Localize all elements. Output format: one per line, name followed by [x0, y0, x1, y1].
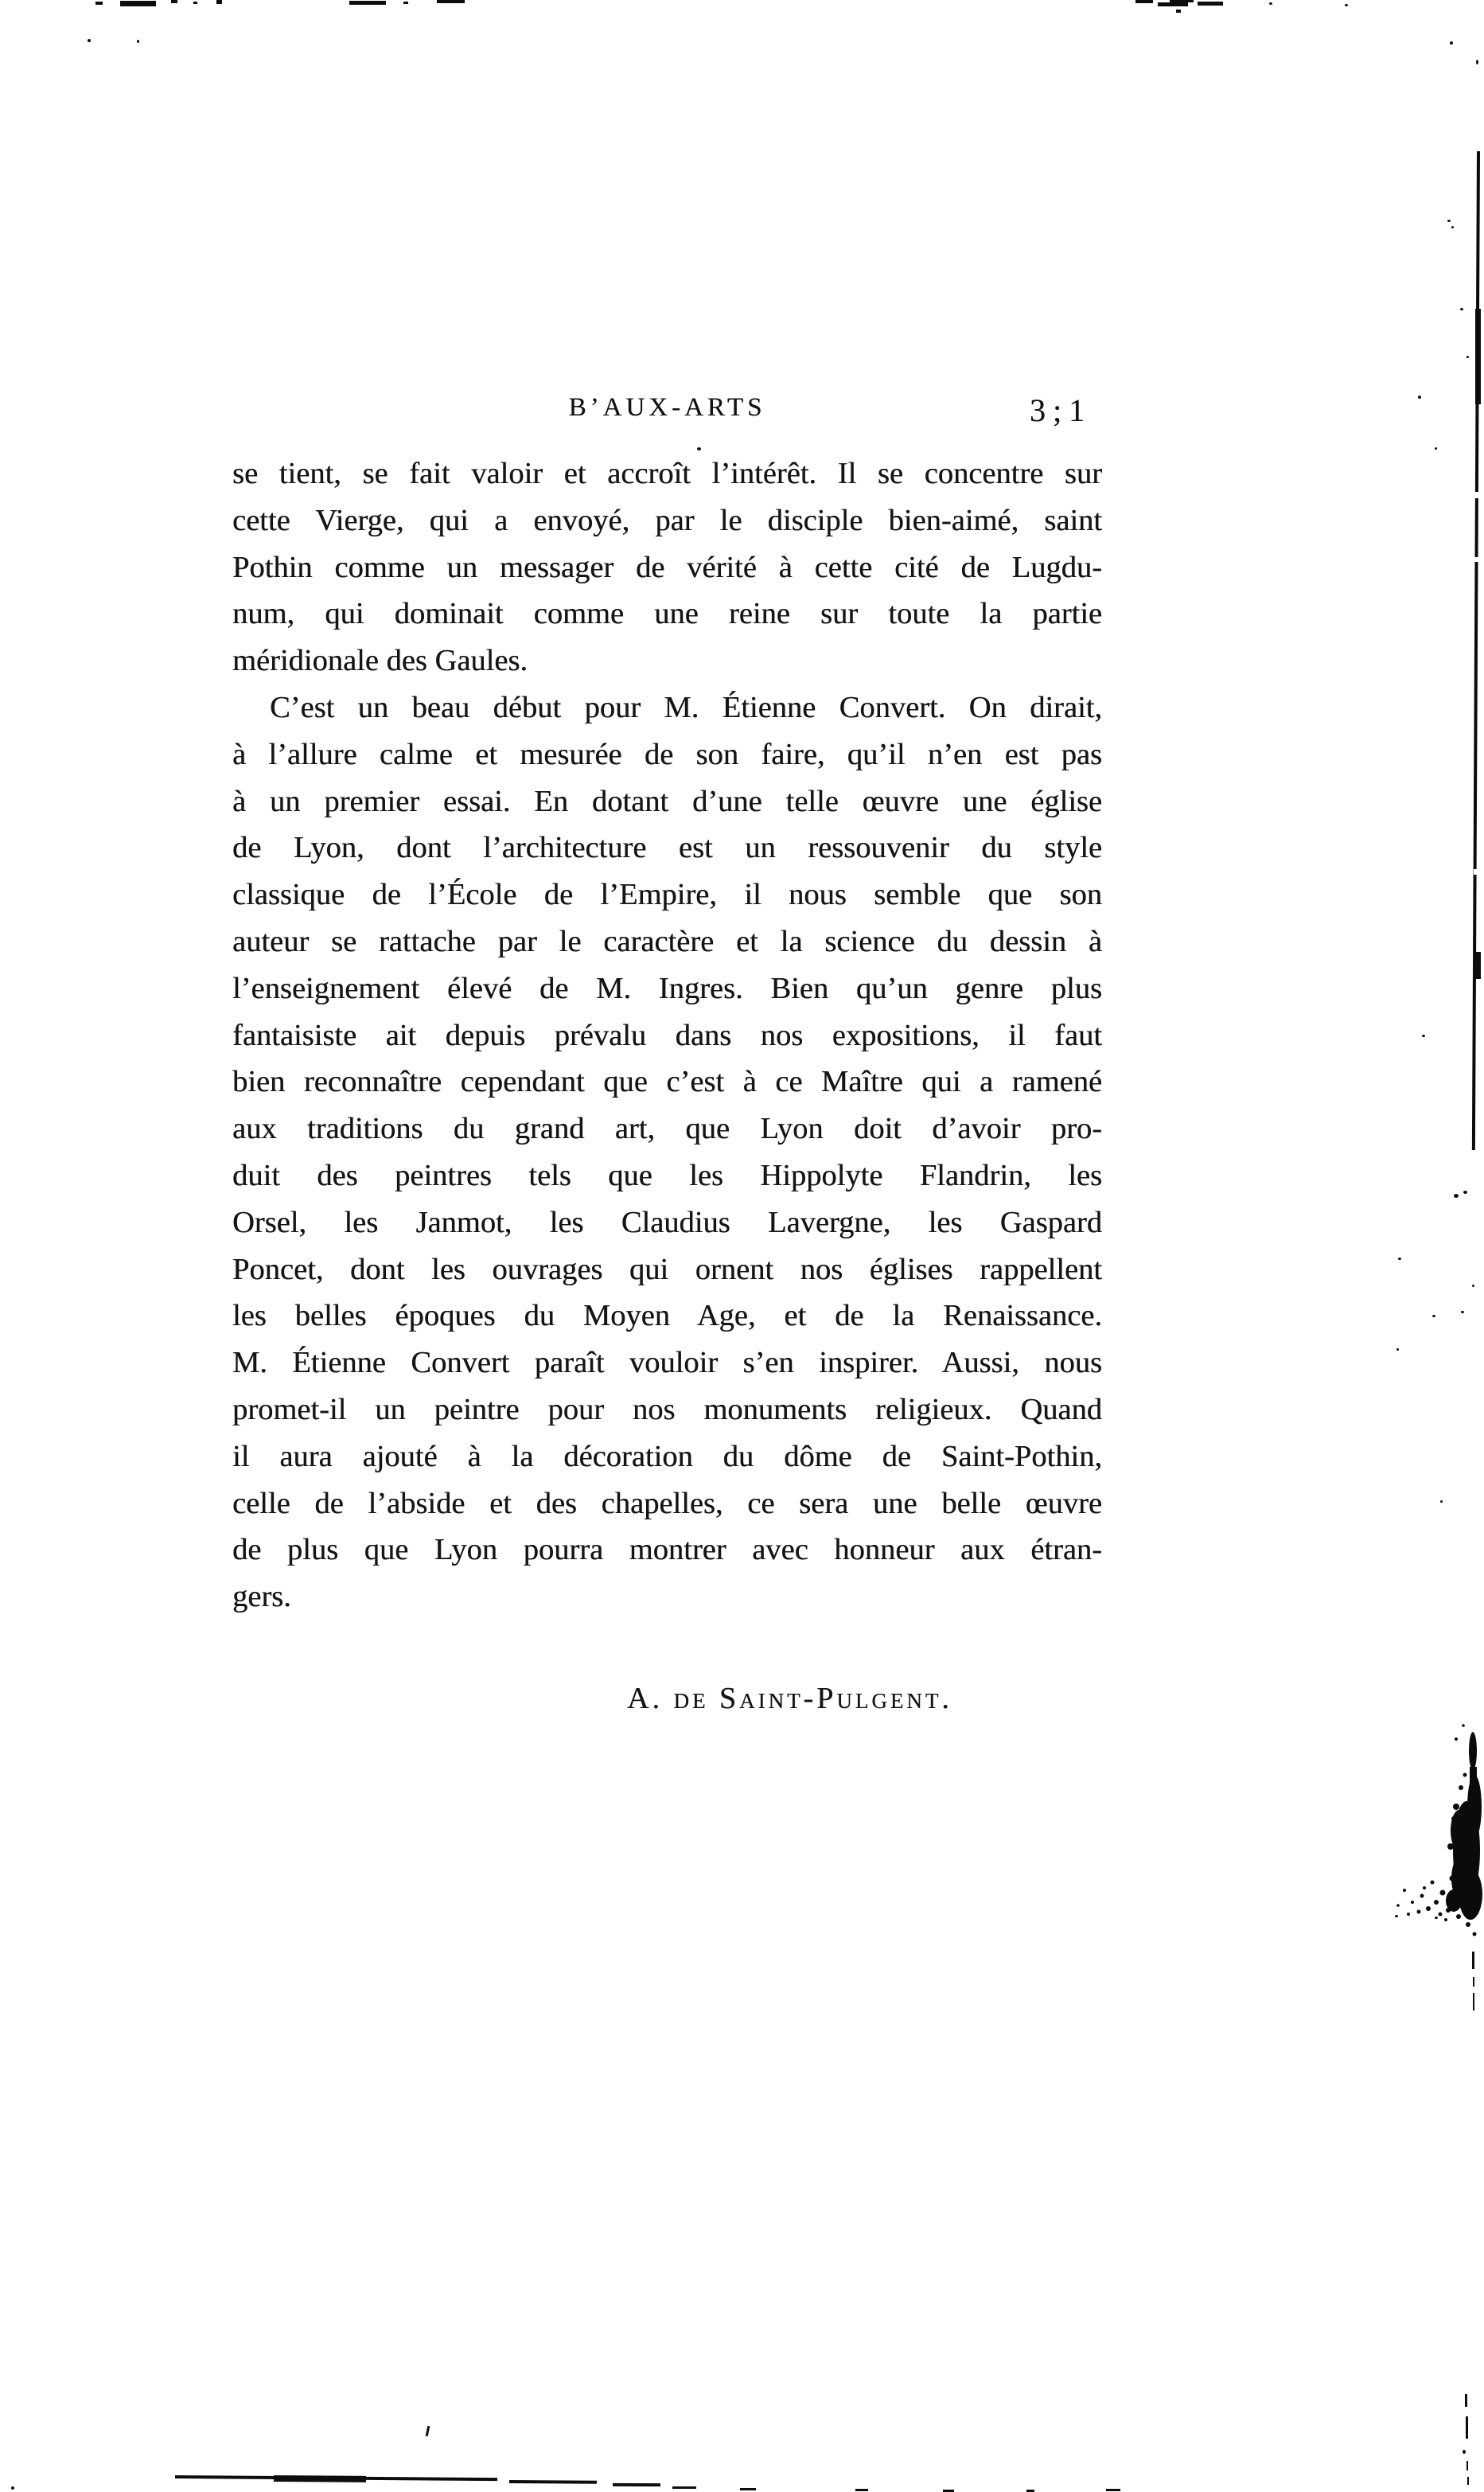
right-edge-dash	[1473, 1977, 1474, 1987]
speck	[1440, 1500, 1443, 1503]
speck	[1463, 1191, 1467, 1194]
right-edge-dash	[1466, 2416, 1468, 2439]
speck	[1395, 1915, 1398, 1917]
speck	[11, 2486, 14, 2490]
top-edge-speck	[1269, 2, 1272, 5]
speck	[1460, 308, 1463, 310]
text-line: C’est un beau début pour M. Étienne Convert. On dirait,	[270, 690, 1102, 724]
text-line: duit des peintres tels que les Hippolyte Flandrin, les	[232, 1158, 1102, 1192]
text-line: cette Vierge, qui a envoyé, par le disciple bien-aimé, saint	[232, 503, 1102, 537]
text-line: à un premier essai. En dotant d’une telle œuvre une église	[232, 784, 1102, 818]
top-edge-mark	[403, 2, 408, 4]
text-line: M. Étienne Convert paraît vouloir s’en inspirer. Aussi, nous	[232, 1346, 1102, 1380]
speck	[1447, 220, 1451, 222]
text-line: il aura ajouté à la décoration du dôme de Saint-Pothin,	[232, 1439, 1102, 1473]
text-line: les belles époques du Moyen Age, et de la Renaissance.	[232, 1299, 1102, 1333]
speck	[1461, 1311, 1464, 1313]
bottom-edge-line	[613, 2483, 660, 2486]
right-edge-scan-line	[1472, 151, 1480, 1150]
speck	[1418, 396, 1421, 399]
text-line: celle de l’abside et des chapelles, ce sera une belle œuvre	[232, 1486, 1102, 1520]
text-line: Pothin comme un messager de vérité à cette cité de Lugdu-	[232, 550, 1102, 584]
speck	[697, 447, 701, 450]
right-edge-line-gap	[1474, 869, 1483, 875]
bottom-edge-line	[1106, 2489, 1120, 2491]
top-edge-mark	[120, 1, 156, 6]
text-line: méridionale des Gaules.	[232, 644, 528, 678]
speck	[88, 39, 91, 42]
bottom-edge-line-thick	[274, 2475, 366, 2482]
speck	[1398, 1258, 1401, 1260]
top-edge-mark	[1158, 2, 1188, 6]
top-edge-mark	[349, 1, 386, 5]
right-edge-dash	[1465, 2394, 1467, 2407]
bottom-edge-line	[672, 2486, 696, 2489]
bottom-edge-line	[740, 2488, 756, 2490]
top-edge-mark	[1176, 10, 1181, 13]
speck	[1472, 1285, 1474, 1287]
speck	[1396, 1348, 1399, 1351]
text-line: l’enseignement élevé de M. Ingres. Bien qu’un genre plus	[232, 971, 1102, 1005]
top-edge-mark	[1198, 2, 1223, 6]
text-line: bien reconnaître cependant que c’est à ce Maître qui a ramené	[232, 1065, 1102, 1099]
text-line: classique de l’École de l’Empire, il nous semble que son	[232, 878, 1102, 912]
speck	[1450, 41, 1453, 45]
top-edge-mark	[1170, 0, 1194, 2]
speck	[1463, 2450, 1466, 2454]
text-line: se tient, se fait valoir et accroît l’intérêt. Il se concentre sur	[232, 457, 1102, 490]
speck	[1466, 356, 1469, 358]
right-edge-dash	[1472, 1952, 1474, 1969]
text-block	[232, 450, 1102, 1620]
speck	[1451, 226, 1454, 228]
top-edge-mark	[216, 0, 222, 4]
top-edge-speck	[1345, 4, 1348, 6]
top-edge-mark	[1135, 0, 1153, 3]
speck	[1435, 447, 1437, 450]
right-edge-line-gap	[1474, 492, 1482, 498]
right-edge-line-thick	[1475, 309, 1481, 404]
right-edge-dash	[1466, 2461, 1468, 2471]
text-line: de Lyon, dont l’architecture est un ressouvenir du style	[232, 831, 1102, 865]
text-line: Poncet, dont les ouvrages qui ornent nos églises rappellent	[232, 1252, 1102, 1286]
top-edge-mark	[437, 0, 465, 3]
top-edge-mark	[193, 2, 197, 4]
speck	[137, 40, 139, 43]
speck	[1432, 1315, 1435, 1317]
bottom-edge-line	[855, 2489, 868, 2491]
bottom-edge-line	[509, 2480, 597, 2484]
speck	[1435, 1917, 1438, 1919]
page-number: 3;1	[1030, 392, 1093, 428]
right-edge-dash	[1473, 1993, 1474, 2010]
text-line: fantaisiste ait depuis prévalu dans nos expositions, il faut	[232, 1018, 1102, 1052]
right-edge-dash	[1467, 2477, 1469, 2485]
right-edge-line-thick	[1474, 952, 1481, 979]
top-edge-mark	[95, 2, 103, 5]
running-header: B’AUX-ARTS	[568, 393, 766, 422]
speck	[1476, 60, 1478, 64]
text-line: gers.	[232, 1580, 291, 1614]
author-signature: A. de Saint-Pulgent.	[627, 1682, 952, 1715]
text-line: promet-il un peintre pour nos monuments religieux. Quand	[232, 1392, 1102, 1426]
speck	[1422, 1035, 1425, 1037]
text-line: num, qui dominait comme une reine sur toute la partie	[232, 597, 1102, 631]
text-line: auteur se rattache par le caractère et la science du dessin à	[232, 924, 1102, 958]
speck	[1454, 1194, 1459, 1198]
text-line: à l’allure calme et mesurée de son faire, qu’il n’en est pas	[232, 737, 1102, 771]
ink-blob	[1381, 1711, 1484, 1950]
top-edge-mark	[171, 0, 177, 3]
right-edge-line-gap	[1474, 557, 1482, 562]
tick-mark	[426, 2426, 430, 2436]
text-line: Orsel, les Janmot, les Claudius Lavergne, les Gaspard	[232, 1205, 1102, 1239]
text-line: aux traditions du grand art, que Lyon doit d’avoir pro-	[232, 1112, 1102, 1146]
text-line: de plus que Lyon pourra montrer avec honneur aux étran-	[232, 1533, 1102, 1567]
